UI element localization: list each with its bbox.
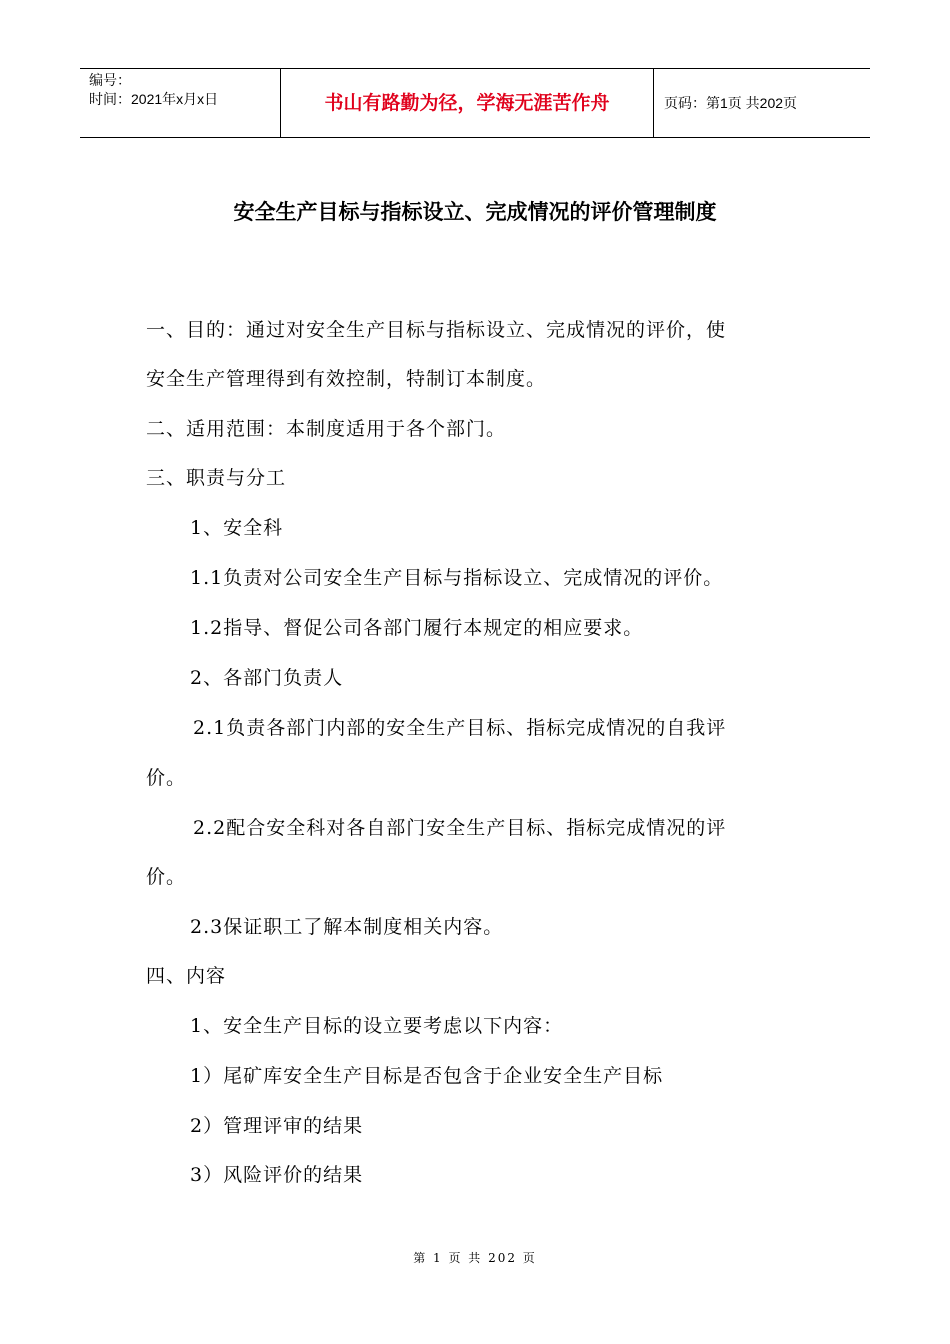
content-subitem-3: 3）风险评价的结果 xyxy=(190,1164,364,1186)
duties-item-1-2: 1.2指导、督促公司各部门履行本规定的相应要求。 xyxy=(190,617,644,639)
document-time-label: 时间：2021年x月x日 xyxy=(89,91,219,107)
header-motto-cell xyxy=(281,69,654,137)
duties-item-2-2-line-2: 价。 xyxy=(146,866,187,888)
header-meta-cell xyxy=(80,69,281,137)
duties-item-2-1-line-2: 价。 xyxy=(146,767,187,789)
duties-item-2-3: 2.3保证职工了解本制度相关内容。 xyxy=(190,916,504,938)
content-item-1: 1、安全生产目标的设立要考虑以下内容： xyxy=(190,1015,564,1037)
page-footer: 第 1 页 共 202 页 xyxy=(413,1251,537,1265)
header-page-cell xyxy=(654,69,870,137)
header-page-info: 页码：第1页 共202页 xyxy=(664,95,798,111)
header-motto: 书山有路勤为径，学海无涯苦作舟 xyxy=(324,92,610,114)
section-content-heading: 四、内容 xyxy=(146,965,227,987)
duties-safety-dept: 1、安全科 xyxy=(190,517,284,539)
content-subitem-1: 1）尾矿库安全生产目标是否包含于企业安全生产目标 xyxy=(190,1065,664,1087)
section-duties-heading: 三、职责与分工 xyxy=(146,467,287,489)
document-header xyxy=(80,68,870,138)
duties-item-2-2-line-1: 2.2配合安全科对各自部门安全生产目标、指标完成情况的评 xyxy=(193,817,727,839)
section-purpose-line-2: 安全生产管理得到有效控制，特制订本制度。 xyxy=(146,368,547,390)
section-scope: 二、适用范围：本制度适用于各个部门。 xyxy=(146,418,507,440)
content-subitem-2: 2）管理评审的结果 xyxy=(190,1115,364,1137)
document-title: 安全生产目标与指标设立、完成情况的评价管理制度 xyxy=(233,200,717,224)
duties-item-2-1-line-1: 2.1负责各部门内部的安全生产目标、指标完成情况的自我评 xyxy=(193,717,727,739)
section-purpose-line-1: 一、目的：通过对安全生产目标与指标设立、完成情况的评价，使 xyxy=(146,319,727,341)
duties-dept-heads: 2、各部门负责人 xyxy=(190,667,344,689)
duties-item-1-1: 1.1负责对公司安全生产目标与指标设立、完成情况的评价。 xyxy=(190,567,724,589)
document-number-label: 编号： xyxy=(89,72,131,88)
